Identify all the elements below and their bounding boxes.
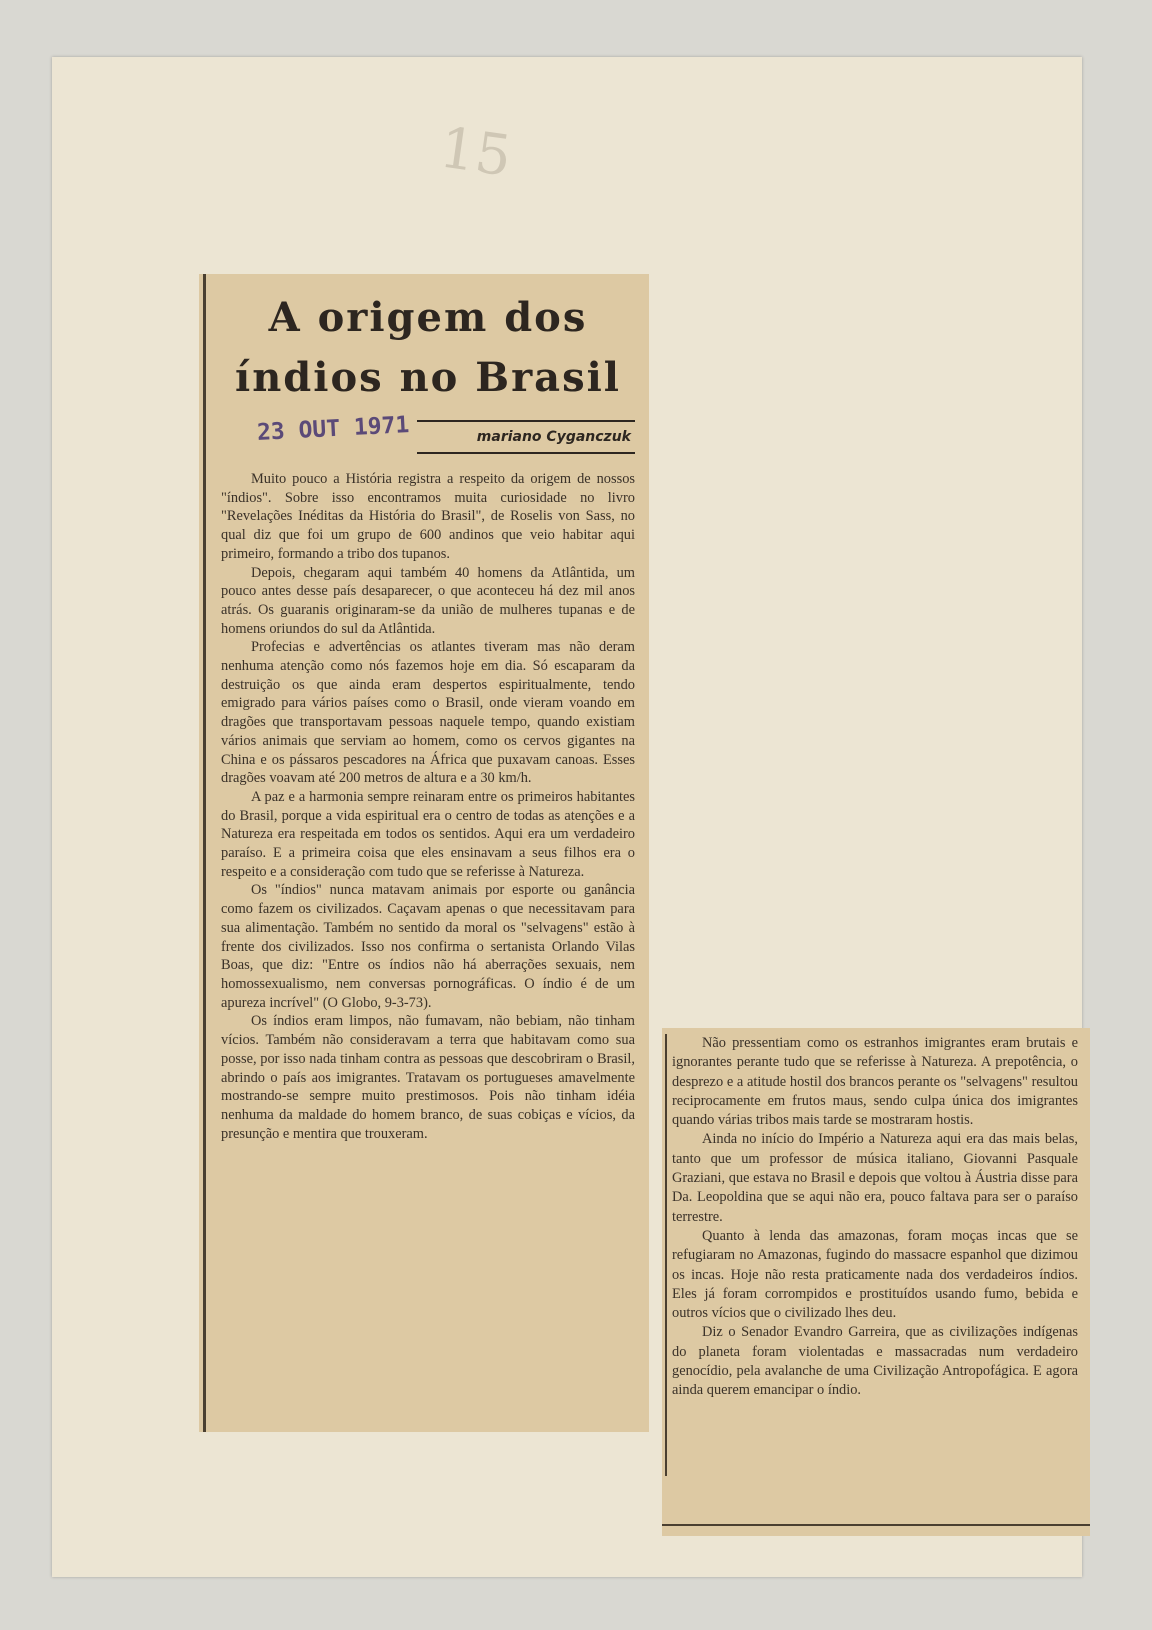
paragraph: Ainda no início do Império a Natureza aqui era das mais belas, tanto que um professor de música italiano, Giovanni Pasquale Graziani, que estava no Brasil e depois que voltou à Áustria disse para Da. Leopoldina que se aqui não era, pouco faltava para ser o paraíso terrestre. bbox=[672, 1131, 1078, 1225]
clipping-continuation bbox=[662, 1028, 1090, 1536]
column-rule-bottom bbox=[662, 1524, 1090, 1526]
paragraph: A paz e a harmonia sempre reinaram entre os primeiros habitantes do Brasil, porque a vida espiritual era o centro de todas as atenções e a Natureza era respeitada em todos os sentidos. Aqui era um verdadeiro paraíso. E a primeira coisa que eles ensinavam a seus filhos era o respeito e a consideração com tudo que se referisse à Natureza. bbox=[221, 788, 635, 880]
author-name: mariano Cyganczuk bbox=[476, 429, 631, 445]
byline-row bbox=[221, 414, 635, 458]
headline-line-2: índios no Brasil bbox=[235, 354, 621, 401]
date-stamp: 23 OUT 1971 bbox=[256, 412, 410, 446]
clipping-main bbox=[199, 274, 649, 1432]
column-rule-left bbox=[203, 274, 206, 1432]
paragraph: Depois, chegaram aqui também 40 homens da Atlântida, um pouco antes desse país desaparecer, o que aconteceu há dez mil anos atrás. Os guaranis originaram-se da união de mulheres tupanas e de homens oriundos do sul da Atlântida. bbox=[221, 564, 635, 637]
headline bbox=[221, 288, 635, 408]
paragraph: Quanto à lenda das amazonas, foram moças incas que se refugiaram no Amazonas, fugindo do massacre espanhol que dizimou os incas. Hoje não resta praticamente nada dos verdadeiros índios. Eles já foram corrompidos e prostituídos usando fumo, bebida e outros vícios que o civilizado lhes deu. bbox=[672, 1227, 1078, 1322]
article-column-1 bbox=[221, 470, 635, 1143]
paragraph: Profecias e advertências os atlantes tiveram mas não deram nenhuma atenção como nós fazemos hoje em dia. Só escaparam da destruição os que ainda eram despertos espiritualmente, tendo emigrado para vários países como o Brasil, onde vieram voando em dragões que transportavam pessoas naquele tempo, quando existiam vários animais que serviam ao homem, como os cervos gigantes na China e os pássaros pescadores na África que puxavam canoas. Esses dragões voavam até 200 metros de altura e a 30 km/h. bbox=[221, 639, 635, 787]
paragraph: Não pressentiam como os estranhos imigrantes eram brutais e ignorantes perante tudo que se referisse à Natureza. A prepotência, o desprezo e a atitude hostil dos brancos perante os "selvagens" resultou reciprocamente em frutos maus, sendo culpa única dos imigrantes quando várias tribos mais tarde se mostraram hostis. bbox=[672, 1035, 1078, 1129]
headline-line-1: A origem dos bbox=[268, 294, 588, 341]
article-column-2 bbox=[672, 1034, 1078, 1401]
pencil-mark: 15 bbox=[435, 115, 516, 190]
column-rule-left bbox=[665, 1034, 667, 1476]
byline-box bbox=[417, 420, 635, 454]
paragraph: Muito pouco a História registra a respeito da origem de nossos "índios". Sobre isso encontramos muita curiosidade no livro "Revelações Inéditas da História do Brasil", de Roselis von Sass, no qual diz que foi um grupo de 600 andinos que veio habitar aqui primeiro, formando a tribo dos tupanos. bbox=[221, 471, 635, 562]
paragraph: Diz o Senador Evandro Garreira, que as civilizações indígenas do planeta foram violentadas e massacradas num verdadeiro genocídio, pela avalanche de uma Civilização Antropofágica. E agora ainda querem emancipar o índio. bbox=[672, 1324, 1078, 1399]
paragraph: Os "índios" nunca matavam animais por esporte ou ganância como fazem os civilizados. Caçavam apenas o que necessitavam para sua alimentação. Também no sentido da moral os "selvagens" estão à frente dos civilizados. Isso nos confirma o sertanista Orlando Vilas Boas, que diz: "Entre os índios não há aberrações sexuais, nem homossexualismo, nem conversas pornográficas. O índio é de um apureza incrível" (O Globo, 9-3-73). bbox=[221, 882, 635, 1011]
paragraph: Os índios eram limpos, não fumavam, não bebiam, não tinham vícios. Também não consideravam a terra que habitavam como sua posse, por isso nada tinham contra as pessoas que descobriram o Brasil, abrindo o país aos imigrantes. Tratavam os portugueses amavelmente mostrando-se sempre muito prestimosos. Pois não tinham idéia nenhuma da maldade do homem branco, de suas cobiças e vícios, da presunção e mentira que trouxeram. bbox=[221, 1013, 635, 1142]
